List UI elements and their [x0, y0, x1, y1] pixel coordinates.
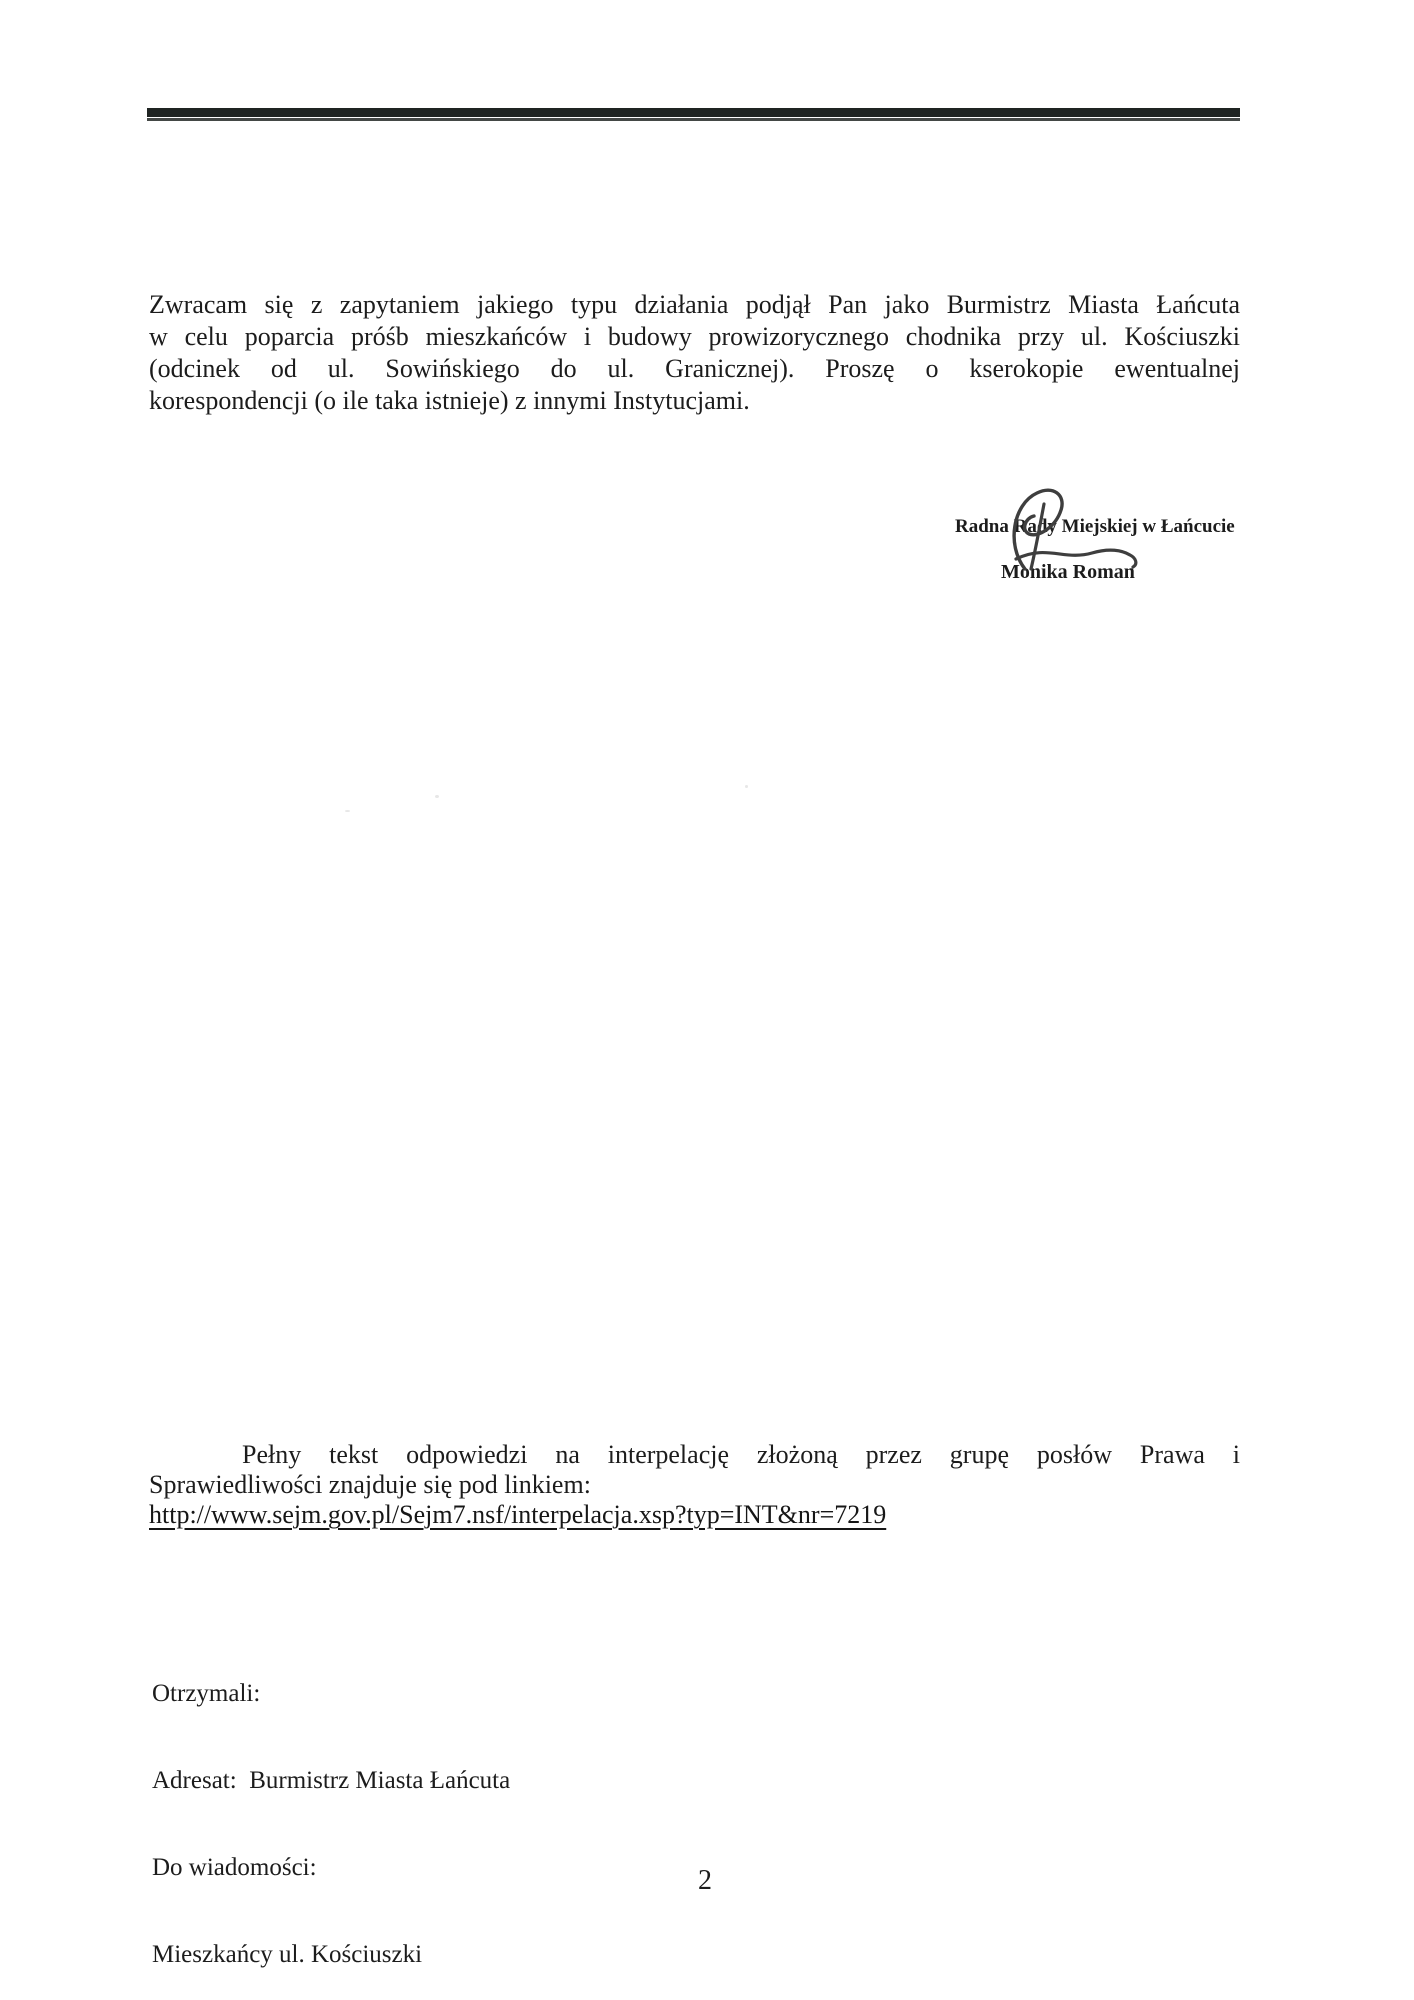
- signature-name: Monika Roman: [1001, 561, 1135, 583]
- recipients-block: [152, 1621, 510, 2000]
- paragraph-line: Zwracam się z zapytaniem jakiego typu działania podjął Pan jako Burmistrz Miasta Łańcuta: [149, 290, 1240, 319]
- handwritten-signature-icon: [1003, 487, 1151, 581]
- page-number: 2: [698, 1865, 712, 1896]
- scan-speckle: [345, 810, 350, 812]
- header-rule: [147, 108, 1240, 121]
- header-rule-thick: [147, 108, 1240, 117]
- recipient-addressee: Adresat: Burmistrz Miasta Łańcuta: [152, 1767, 511, 1794]
- header-rule-thin: [147, 118, 1240, 121]
- response-line: Sprawiedliwości znajduje się pod linkiem:: [149, 1470, 591, 1499]
- scan-speckle: [745, 785, 748, 788]
- recipients-cc-header: Do wiadomości:: [152, 1854, 317, 1881]
- response-paragraph: [149, 1440, 1240, 1530]
- response-line: Pełny tekst odpowiedzi na interpelację złożoną przez grupę posłów Prawa i: [242, 1440, 1240, 1469]
- signature-role: Radna Rady Miejskiej w Łańcucie: [955, 516, 1235, 537]
- recipients-header: Otrzymali:: [152, 1680, 261, 1707]
- body-paragraph: [149, 289, 1240, 417]
- paragraph-line: (odcinek od ul. Sowińskiego do ul. Granicznej). Proszę o kserokopie ewentualnej: [149, 354, 1240, 383]
- paragraph-line: w celu poparcia próśb mieszkańców i budowy prowizorycznego chodnika przy ul. Kościuszki: [149, 322, 1240, 351]
- interpelacja-link[interactable]: http://www.sejm.gov.pl/Sejm7.nsf/interpelacja.xsp?typ=INT&nr=7219: [149, 1500, 887, 1529]
- paragraph-line: korespondencji (o ile taka istnieje) z innymi Instytucjami.: [149, 386, 750, 415]
- scan-speckle: [435, 795, 439, 798]
- recipient-cc: Mieszkańcy ul. Kościuszki: [152, 1941, 423, 1968]
